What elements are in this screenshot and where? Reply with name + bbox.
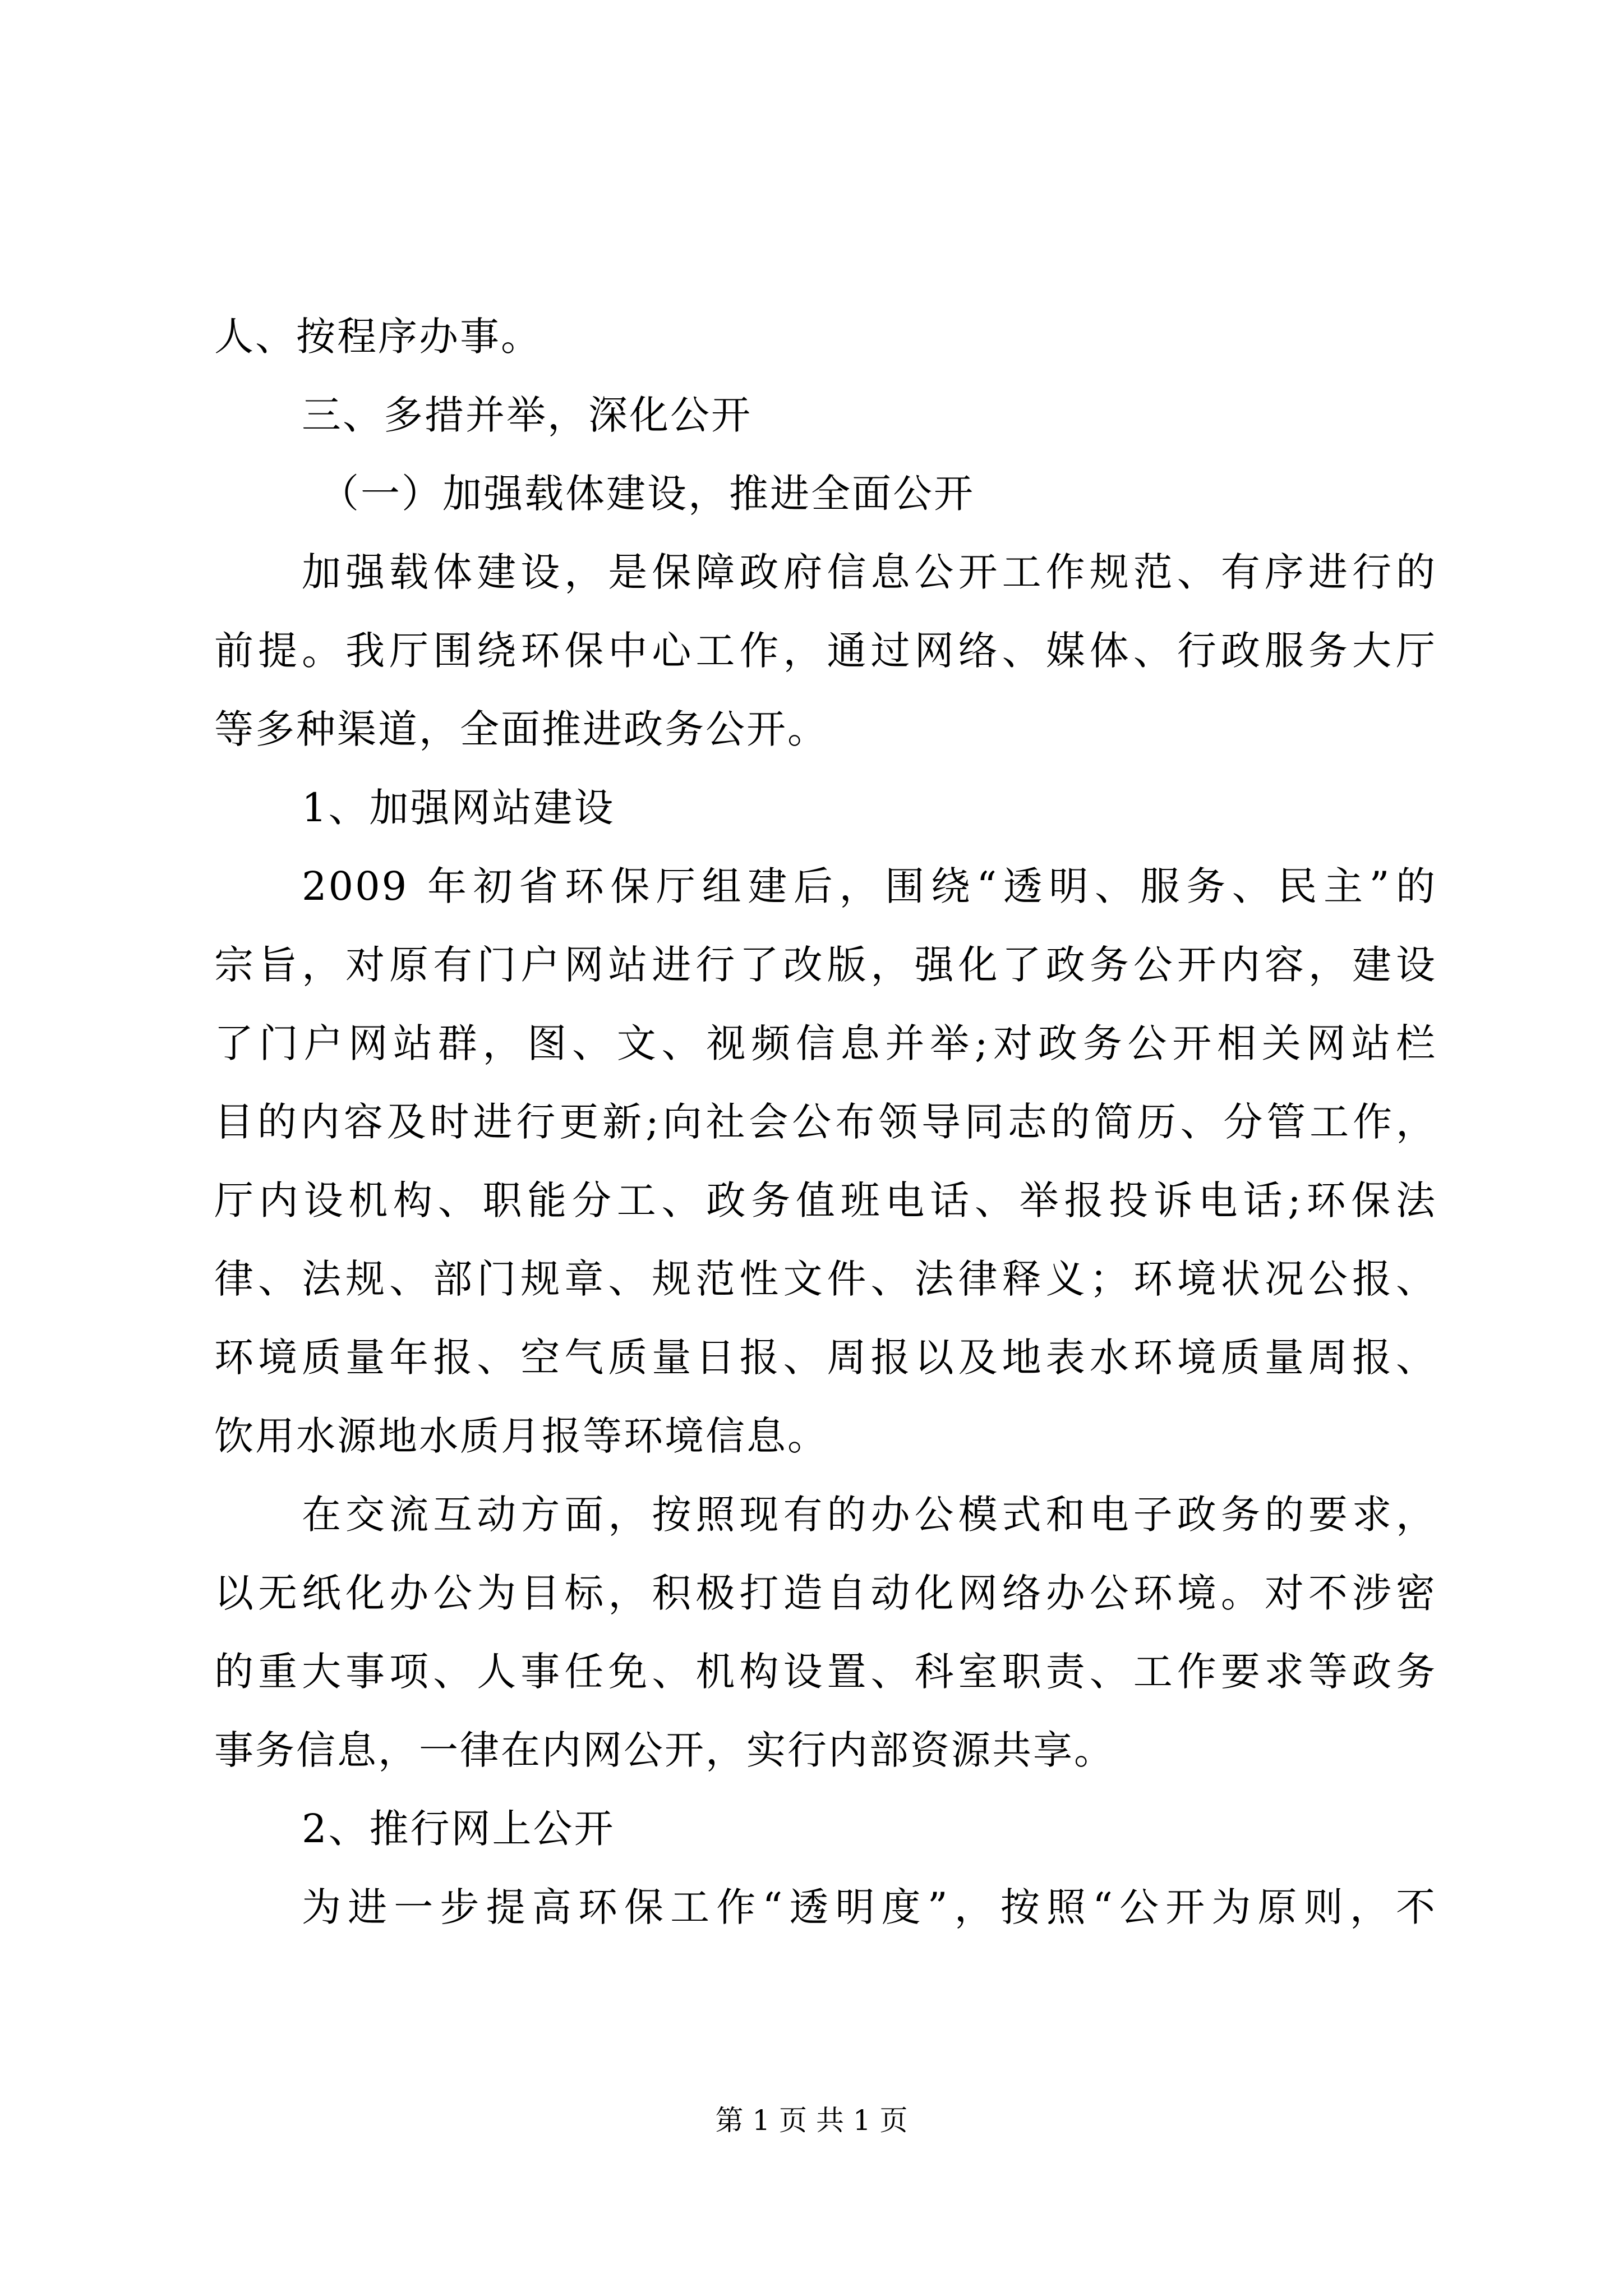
text-line: 厅内设机构、职能分工、政务值班电话、举报投诉电话;环保法 xyxy=(214,1177,1437,1223)
text-line: 在交流互动方面，按照现有的办公模式和电子政务的要求， xyxy=(302,1492,1437,1538)
text-line: 前提。我厅围绕环保中心工作，通过网络、媒体、行政服务大厅 xyxy=(214,628,1437,674)
text-line: 加强载体建设，是保障政府信息公开工作规范、有序进行的 xyxy=(302,549,1437,595)
text-line: 的重大事项、人事任免、机构设置、科室职责、工作要求等政务 xyxy=(214,1649,1437,1695)
subsection-heading: （一）加强载体建设，推进全面公开 xyxy=(320,471,975,517)
item-heading: 1、加强网站建设 xyxy=(302,785,615,831)
text-line: 为进一步提高环保工作“透明度”，按照“公开为原则，不 xyxy=(302,1884,1437,1930)
text-line: 事务信息，一律在内网公开，实行内部资源共享。 xyxy=(214,1727,1115,1773)
text-line: 以无纸化办公为目标，积极打造自动化网络办公环境。对不涉密 xyxy=(214,1570,1437,1616)
section-heading: 三、多措并举，深化公开 xyxy=(302,392,752,438)
text-line: 环境质量年报、空气质量日报、周报以及地表水环境质量周报、 xyxy=(214,1335,1437,1381)
item-heading: 2、推行网上公开 xyxy=(302,1806,615,1852)
text-line: 目的内容及时进行更新;向社会公布领导同志的简历、分管工作， xyxy=(214,1099,1437,1145)
text-line: 等多种渠道，全面推进政务公开。 xyxy=(214,706,828,752)
text-line: 人、按程序办事。 xyxy=(214,314,542,360)
text-line: 饮用水源地水质月报等环境信息。 xyxy=(214,1413,828,1459)
text-line: 了门户网站群，图、文、视频信息并举;对政务公开相关网站栏 xyxy=(214,1020,1437,1066)
text-line: 律、法规、部门规章、规范性文件、法律释义；环境状况公报、 xyxy=(214,1256,1437,1302)
page-footer: 第 1 页 共 1 页 xyxy=(715,2104,908,2137)
text-line: 宗旨，对原有门户网站进行了改版，强化了政务公开内容，建设 xyxy=(214,942,1437,988)
text-line: 2009 年初省环保厅组建后，围绕“透明、服务、民主”的 xyxy=(302,863,1437,909)
